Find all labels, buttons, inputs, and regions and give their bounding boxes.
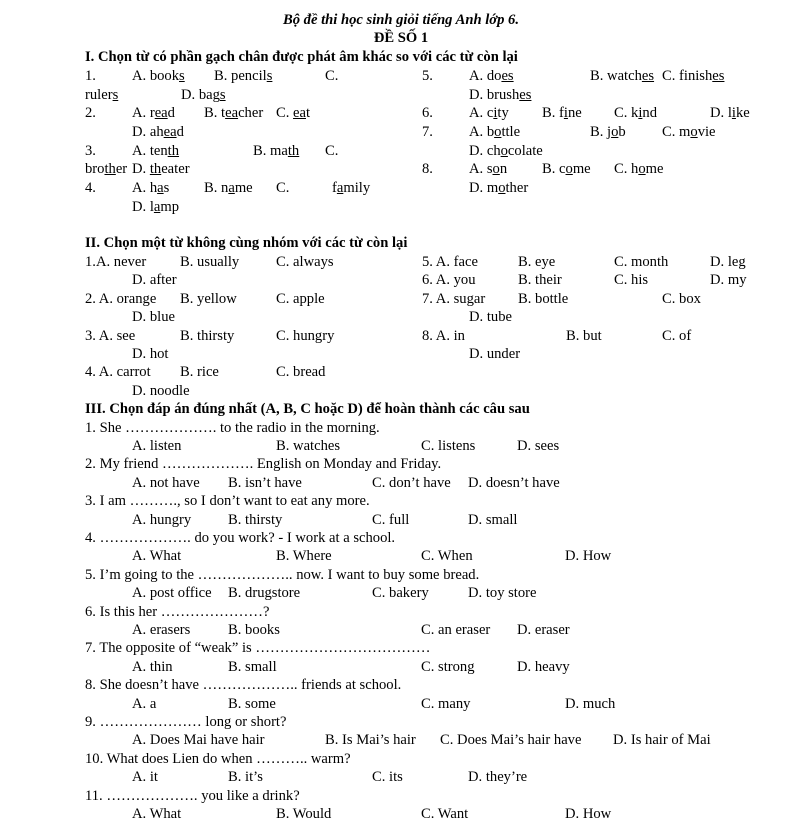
s1-q7-option-d: D. chocolate — [469, 143, 543, 159]
s2-q7-option-c: C. box — [662, 291, 701, 307]
s1-q8-number: 8. — [422, 161, 433, 177]
s3-q6-option-d: D. eraser — [517, 622, 570, 638]
s1-q1-option-c: C. — [325, 68, 339, 84]
s1-q8-option-a: A. son — [469, 161, 508, 177]
s3-q10-stem: 10. What does Lien do when ……….. warm? — [85, 751, 351, 767]
s3-q1-option-b: B. watches — [276, 438, 341, 454]
s1-q2-number: 2. — [85, 105, 96, 121]
s3-q3-option-b: B. thirsty — [228, 512, 283, 528]
s3-q4-option-a: A. What — [132, 548, 182, 564]
s1-q1-option-a: A. books — [132, 68, 185, 84]
s3-q1-stem: 1. She ………………. to the radio in the morning. — [85, 420, 380, 436]
s3-q4-option-c: C. When — [421, 548, 473, 564]
s3-q8-option-d: D. much — [565, 696, 616, 712]
s1-q8-option-b: B. come — [542, 161, 591, 177]
s3-q9-option-b: B. Is Mai’s hair — [325, 732, 416, 748]
s3-q7-option-a: A. thin — [132, 659, 173, 675]
s3-q7-option-d: D. heavy — [517, 659, 570, 675]
s3-q5-option-d: D. toy store — [468, 585, 537, 601]
s3-q2-option-b: B. isn’t have — [228, 475, 302, 491]
s2-q6-option-d: D. my — [710, 272, 747, 288]
s3-q9-option-a: A. Does Mai have hair — [132, 732, 265, 748]
s1-q1-option-d: D. bags — [181, 87, 226, 103]
s3-q6-option-a: A. erasers — [132, 622, 191, 638]
s1-q5-option-a: A. does — [469, 68, 514, 84]
s3-q3-option-d: D. small — [468, 512, 518, 528]
s2-q8-option-c: C. of — [662, 328, 692, 344]
s2-q4-option-c: C. bread — [276, 364, 326, 380]
s3-q2-option-c: C. don’t have — [372, 475, 451, 491]
s1-q1-option-c-word: rulers — [85, 87, 119, 103]
s2-q1-option-a: 1.A. never — [85, 254, 147, 270]
s3-q11-option-b: B. Would — [276, 806, 332, 822]
s1-q4-option-b: B. name — [204, 180, 253, 196]
s3-q1-option-d: D. sees — [517, 438, 560, 454]
s1-q3-option-b: B. math — [253, 143, 300, 159]
s2-q4-option-a: 4. A. carrot — [85, 364, 151, 380]
s1-q3-number: 3. — [85, 143, 96, 159]
s1-q2-option-c: C. eat — [276, 105, 311, 121]
s2-q1-option-c: C. always — [276, 254, 334, 270]
section2-heading: II. Chọn một từ không cùng nhóm với các từ còn lại — [85, 235, 408, 251]
s1-q8-option-d: D. mother — [469, 180, 529, 196]
s1-q4-option-c-word: family — [332, 180, 371, 196]
s3-q10-option-d: D. they’re — [468, 769, 528, 785]
s3-q10-option-c: C. its — [372, 769, 403, 785]
s1-q7-option-b: B. job — [590, 124, 626, 140]
s1-q4-number: 4. — [85, 180, 96, 196]
s3-q7-option-c: C. strong — [421, 659, 475, 675]
s2-q1-option-d: D. after — [132, 272, 177, 288]
s3-q7-stem: 7. The opposite of “weak” is ……………………………… — [85, 640, 431, 656]
s3-q4-option-d: D. How — [565, 548, 612, 564]
s2-q7-option-a: 7. A. sugar — [422, 291, 486, 307]
s2-q5-option-a: 5. A. face — [422, 254, 478, 270]
s2-q2-option-a: 2. A. orange — [85, 291, 157, 307]
s1-q1-option-b: B. pencils — [214, 68, 273, 84]
s1-q8-option-c: C. home — [614, 161, 664, 177]
s1-q4-option-c: C. — [276, 180, 290, 196]
s1-q5-option-c: C. finishes — [662, 68, 725, 84]
s1-q4-option-d: D. lamp — [132, 199, 180, 215]
s2-q4-option-d: D. noodle — [132, 383, 190, 399]
s3-q6-option-b: B. books — [228, 622, 280, 638]
s3-q11-option-d: D. How — [565, 806, 612, 822]
s3-q5-option-a: A. post office — [132, 585, 212, 601]
s1-q6-option-b: B. fine — [542, 105, 582, 121]
s2-q6-option-a: 6. A. you — [422, 272, 476, 288]
s2-q7-option-d: D. tube — [469, 309, 512, 325]
s3-q9-stem: 9. ………………… long or short? — [85, 714, 287, 730]
s3-q1-option-c: C. listens — [421, 438, 476, 454]
s2-q3-option-a: 3. A. see — [85, 328, 136, 344]
s3-q11-option-a: A. What — [132, 806, 182, 822]
s1-q4-option-a: A. has — [132, 180, 170, 196]
s1-q7-option-c: C. movie — [662, 124, 716, 140]
s2-q7-option-b: B. bottle — [518, 291, 569, 307]
document-title: Bộ đề thi học sinh giỏi tiếng Anh lớp 6. — [283, 12, 519, 28]
s1-q3-option-d: D. theater — [132, 161, 190, 177]
s3-q10-option-b: B. it’s — [228, 769, 263, 785]
section1-heading: I. Chọn từ có phần gạch chân được phát âm khác so với các từ còn lại — [85, 49, 518, 65]
s3-q10-option-a: A. it — [132, 769, 158, 785]
s2-q1-option-b: B. usually — [180, 254, 240, 270]
s3-q3-option-a: A. hungry — [132, 512, 192, 528]
s2-q3-option-b: B. thirsty — [180, 328, 235, 344]
s1-q6-option-c: C. kind — [614, 105, 657, 121]
s3-q2-stem: 2. My friend ………………. English on Monday and Friday. — [85, 456, 442, 472]
s3-q2-option-d: D. doesn’t have — [468, 475, 560, 491]
s2-q2-option-b: B. yellow — [180, 291, 237, 307]
s2-q6-option-c: C. his — [614, 272, 649, 288]
s1-q7-number: 7. — [422, 124, 433, 140]
s1-q3-option-a: A. tenth — [132, 143, 180, 159]
s1-q2-option-d: D. ahead — [132, 124, 184, 140]
s3-q2-option-a: A. not have — [132, 475, 200, 491]
s1-q6-option-a: A. city — [469, 105, 509, 121]
s1-q2-option-b: B. teacher — [204, 105, 264, 121]
s3-q3-option-c: C. full — [372, 512, 410, 528]
s3-q7-option-b: B. small — [228, 659, 277, 675]
s3-q11-stem: 11. ………………. you like a drink? — [85, 788, 300, 804]
s1-q5-option-d: D. brushes — [469, 87, 532, 103]
s1-q2-option-a: A. read — [132, 105, 175, 121]
s2-q5-option-b: B. eye — [518, 254, 556, 270]
s2-q8-option-a: 8. A. in — [422, 328, 465, 344]
s1-q6-option-d: D. like — [710, 105, 750, 121]
s3-q6-stem: 6. Is this her …………………? — [85, 604, 270, 620]
s1-q1-number: 1. — [85, 68, 96, 84]
s3-q5-option-b: B. drugstore — [228, 585, 301, 601]
s2-q3-option-c: C. hungry — [276, 328, 335, 344]
s2-q3-option-d: D. hot — [132, 346, 169, 362]
s3-q8-option-c: C. many — [421, 696, 471, 712]
test-number: ĐỀ SỐ 1 — [373, 30, 429, 46]
s3-q5-stem: 5. I’m going to the ……………….. now. I want to buy some bread. — [85, 567, 480, 583]
s1-q7-option-a: A. bottle — [469, 124, 521, 140]
s1-q5-option-b: B. watches — [590, 68, 655, 84]
s2-q8-option-b: B. but — [566, 328, 602, 344]
s1-q5-number: 5. — [422, 68, 433, 84]
s3-q1-option-a: A. listen — [132, 438, 182, 454]
s2-q8-option-d: D. under — [469, 346, 521, 362]
s2-q2-option-d: D. blue — [132, 309, 175, 325]
s3-q9-option-c: C. Does Mai’s hair have — [440, 732, 582, 748]
s2-q5-option-c: C. month — [614, 254, 669, 270]
s1-q3-option-c: C. — [325, 143, 339, 159]
s3-q4-stem: 4. ………………. do you work? - I work at a school. — [85, 530, 396, 546]
section3-heading: III. Chọn đáp án đúng nhất (A, B, C hoặc D) để hoàn thành các câu sau — [85, 401, 530, 417]
s2-q5-option-d: D. leg — [710, 254, 746, 270]
s3-q8-stem: 8. She doesn’t have ……………….. friends at school. — [85, 677, 402, 693]
s3-q4-option-b: B. Where — [276, 548, 332, 564]
s1-q3-option-c-word: brother — [85, 161, 128, 177]
s3-q8-option-b: B. some — [228, 696, 276, 712]
s2-q6-option-b: B. their — [518, 272, 562, 288]
s2-q2-option-c: C. apple — [276, 291, 325, 307]
s3-q9-option-d: D. Is hair of Mai — [613, 732, 711, 748]
s2-q4-option-b: B. rice — [180, 364, 219, 380]
s3-q11-option-c: C. Want — [421, 806, 469, 822]
s3-q5-option-c: C. bakery — [372, 585, 429, 601]
s1-q6-number: 6. — [422, 105, 433, 121]
s3-q8-option-a: A. a — [132, 696, 157, 712]
s3-q6-option-c: C. an eraser — [421, 622, 491, 638]
s3-q3-stem: 3. I am ………., so I don’t want to eat any more. — [85, 493, 370, 509]
